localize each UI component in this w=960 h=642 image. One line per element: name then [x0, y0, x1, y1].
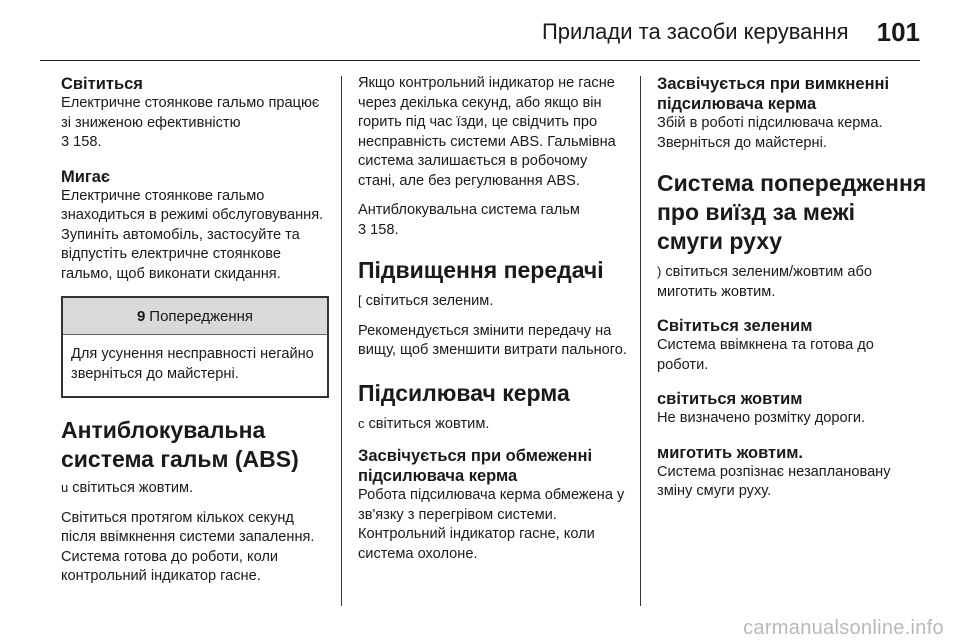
page-reference[interactable]: 158.	[73, 134, 102, 150]
reference-arrow-icon: 3	[61, 134, 70, 150]
steering-status: світиться жовтим.	[368, 415, 490, 432]
watermark: carmanualsonline.info	[743, 617, 944, 639]
column-divider-1	[341, 76, 342, 606]
section-heading-abs: Антиблокувальна система гальм (ABS)	[61, 417, 299, 472]
column-2	[358, 74, 628, 564]
section-heading-steering-limited: Засвічується при обмеженні підсилювача керма	[358, 447, 593, 485]
section-heading-steering-off: Засвічується при вимкненні підсилювача керма	[657, 75, 890, 113]
steering-limited-paragraph: Робота підсилювача керма обмежена у зв'язку з перегрівом системи. Контрольний індикатор гасне, коли система охолоне.	[358, 487, 625, 562]
page-header	[40, 14, 920, 50]
section-heading-lit: Світиться	[61, 75, 143, 93]
abs-paragraph: Світиться протягом кількох секунд після ввімкнення системи запалення. Система готова до роботи, коли контрольний індикатор гасне.	[61, 509, 315, 584]
warning-triangle-icon: 9	[136, 307, 146, 325]
header-title: Прилади та засоби керування	[541, 19, 849, 44]
section-heading-power-steering: Підсилювач керма	[358, 379, 570, 406]
section-heading-yellow: світиться жовтим	[657, 390, 803, 408]
abs-indicator-icon: u	[61, 480, 69, 495]
paragraph-lit	[61, 94, 325, 153]
upshift-status-line	[358, 291, 628, 312]
abs-continued-paragraph: Якщо контрольний індикатор не гасне через декілька секунд, або якщо він горить під час їзди, це свідчить про несправність системи ABS. Гальмівна система залишається в робочому стані, але без регулювання ABS.	[358, 75, 616, 189]
blink-yellow-paragraph: Система розпізнає незаплановану зміну смуги руху.	[657, 463, 891, 499]
section-heading-blink-yellow: миготить жовтим.	[657, 443, 804, 462]
paragraph-blinking: Електричне стоянкове гальмо знаходиться в режимі обслуговування. Зупиніть автомобіль, застосуйте та відпустіть електричне стоянкове гальмо, щоб виконати скидання.	[61, 187, 324, 282]
upshift-status: світиться зеленим.	[365, 293, 494, 309]
page-number: 101	[876, 16, 920, 47]
warning-box	[61, 296, 329, 398]
steering-status-line	[358, 414, 628, 435]
column-divider-2	[640, 76, 641, 606]
lane-status: світиться зеленим/жовтим або миготить жовтим.	[657, 264, 872, 300]
abs-reference-text: Антиблокувальна система гальм	[358, 202, 580, 218]
page-reference[interactable]: 158.	[370, 221, 399, 238]
steering-off-paragraph: Збій в роботі підсилювача керма. Зверніться до майстерні.	[657, 115, 883, 151]
section-heading-lane-departure: Система попередження про виїзд за межі смуги руху	[657, 170, 927, 254]
paragraph-text: Електричне стоянкове гальмо працює зі зниженою ефективністю	[61, 95, 320, 131]
warning-title: Попередження	[149, 307, 254, 325]
header-divider	[40, 60, 920, 61]
yellow-paragraph: Не визначено розмітку дороги.	[657, 410, 866, 426]
abs-status-line	[61, 478, 325, 499]
reference-arrow-icon: 3	[358, 221, 367, 238]
warning-text: Для усунення несправності негайно зверніться до майстерні.	[71, 346, 314, 382]
warning-header	[63, 298, 327, 335]
abs-status: світиться жовтим.	[72, 480, 194, 496]
abs-reference-paragraph	[358, 201, 628, 240]
section-heading-green: Світиться зеленим	[657, 317, 813, 335]
lane-departure-indicator-icon: )	[657, 264, 662, 279]
column-1	[61, 74, 325, 587]
steering-indicator-icon: c	[358, 415, 365, 431]
column-3	[657, 74, 927, 502]
green-paragraph: Система ввімкнена та готова до роботи.	[657, 337, 874, 373]
lane-status-line	[657, 262, 927, 302]
upshift-indicator-icon: [	[358, 293, 362, 308]
upshift-paragraph: Рекомендується змінити передачу на вищу, щоб зменшити витрати пального.	[358, 322, 627, 358]
section-heading-upshift: Підвищення передачі	[358, 257, 604, 283]
section-heading-blinking: Мигає	[61, 167, 111, 186]
